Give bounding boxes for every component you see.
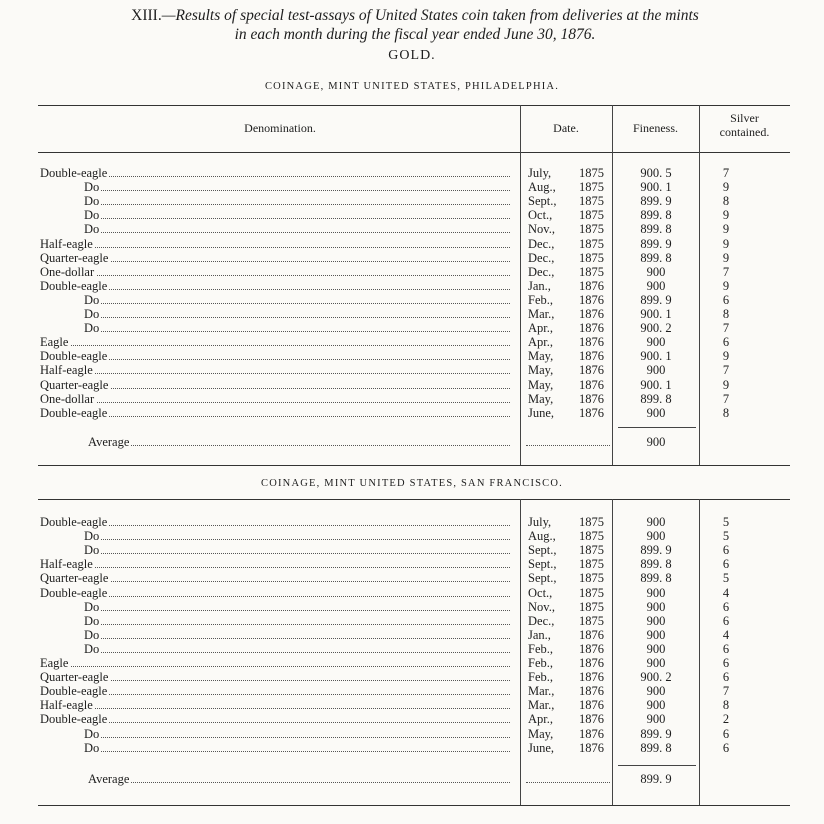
date-year: 1876 <box>579 377 604 392</box>
table-row <box>0 293 824 307</box>
denomination-label: Double-eagle <box>40 585 108 600</box>
date-month: Apr., <box>528 712 553 727</box>
silver-value: 7 <box>722 684 730 699</box>
denomination-label: Double-eagle <box>40 278 108 293</box>
denomination-cell <box>40 529 510 543</box>
denomination-label: Quarter-eagle <box>40 571 109 586</box>
column-header-date: Date. <box>553 121 579 135</box>
denomination-cell <box>40 741 510 755</box>
denomination-label: Do <box>40 628 101 642</box>
fineness-value: 899. 8 <box>640 571 672 586</box>
denomination-label: Eagle <box>40 335 69 350</box>
silver-value: 5 <box>722 515 730 529</box>
date-year: 1876 <box>579 712 604 727</box>
silver-value: 5 <box>722 529 730 544</box>
denomination-cell <box>40 363 510 377</box>
date-year: 1875 <box>579 613 604 628</box>
denomination-cell <box>40 194 510 208</box>
denomination-cell <box>40 251 510 265</box>
fineness-value: 900 <box>646 585 666 600</box>
denomination-cell <box>40 656 510 670</box>
date-year: 1876 <box>579 684 604 699</box>
silver-value: 6 <box>722 641 730 656</box>
denomination-label: Half-eagle <box>40 236 93 251</box>
date-month: Dec., <box>528 613 555 628</box>
denomination-cell <box>40 684 510 698</box>
silver-value: 9 <box>722 377 730 392</box>
table-row <box>0 265 824 279</box>
fineness-value: 900 <box>646 405 666 420</box>
table-row <box>0 363 824 377</box>
column-header-silver <box>699 111 790 139</box>
denomination-label: Do <box>40 543 101 557</box>
date-month: Oct., <box>528 208 553 223</box>
denomination-label: Quarter-eagle <box>40 250 109 265</box>
table-row <box>0 515 824 529</box>
silver-value: 7 <box>722 391 730 406</box>
silver-value: 6 <box>722 543 730 558</box>
silver-value: 4 <box>722 627 730 642</box>
silver-header-line-2: contained. <box>719 125 770 139</box>
silver-value: 6 <box>722 656 730 670</box>
date-month: July, <box>528 166 552 180</box>
date-year: 1875 <box>579 585 604 600</box>
fineness-value: 900 <box>646 613 666 628</box>
date-month: Apr., <box>528 321 553 336</box>
average-date-leader <box>526 435 610 446</box>
date-year: 1876 <box>579 698 604 713</box>
denomination-cell <box>40 392 510 406</box>
average-label: Average <box>88 772 130 786</box>
date-month: Nov., <box>528 599 555 614</box>
fineness-value: 899. 9 <box>640 236 672 251</box>
denomination-cell <box>40 279 510 293</box>
denomination-cell <box>40 180 510 194</box>
fineness-value: 900. 1 <box>640 180 672 195</box>
denomination-cell <box>40 406 510 420</box>
table-row <box>0 698 824 712</box>
date-year: 1876 <box>579 405 604 420</box>
fineness-value: 899. 9 <box>640 726 672 741</box>
table-row <box>0 642 824 656</box>
date-month: Mar., <box>528 698 555 713</box>
denomination-label: Do <box>40 307 101 321</box>
denomination-label: Do <box>40 727 101 741</box>
fineness-value: 899. 8 <box>640 222 672 237</box>
fineness-value: 900 <box>646 278 666 293</box>
fineness-value: 900 <box>646 515 666 529</box>
table-row <box>0 222 824 236</box>
date-month: June, <box>528 740 555 755</box>
date-month: Nov., <box>528 222 555 237</box>
date-year: 1876 <box>579 278 604 293</box>
silver-value: 7 <box>722 264 730 279</box>
fineness-value: 900. 2 <box>640 670 672 685</box>
average-row-san-francisco <box>0 772 824 786</box>
denomination-label: One-dollar <box>40 391 95 406</box>
denomination-label: Do <box>40 741 101 755</box>
denomination-label: Do <box>40 180 101 194</box>
date-year: 1875 <box>579 543 604 558</box>
table-bottom-rule <box>38 805 790 806</box>
silver-value: 9 <box>722 236 730 251</box>
date-month: Mar., <box>528 684 555 699</box>
denomination-cell <box>40 557 510 571</box>
fineness-value: 900. 1 <box>640 349 672 364</box>
fineness-value: 899. 8 <box>640 740 672 755</box>
silver-value: 4 <box>722 585 730 600</box>
denomination-cell <box>40 335 510 349</box>
table-row <box>0 712 824 726</box>
date-month: Sept., <box>528 543 557 558</box>
date-year: 1875 <box>579 250 604 265</box>
title-text-1: —Results of special test-assays of United States coin taken from deliveries at the mints <box>161 7 699 24</box>
denomination-label: Half-eagle <box>40 363 93 378</box>
date-month: May, <box>528 726 554 741</box>
fineness-value: 900. 5 <box>640 166 672 180</box>
table-row <box>0 349 824 363</box>
silver-value: 8 <box>722 405 730 420</box>
silver-value: 8 <box>722 307 730 321</box>
silver-value: 7 <box>722 321 730 336</box>
date-month: Dec., <box>528 236 555 251</box>
table-row <box>0 586 824 600</box>
section-divider-rule <box>38 465 790 466</box>
date-month: Oct., <box>528 585 553 600</box>
table-row <box>0 684 824 698</box>
denomination-label: Do <box>40 208 101 222</box>
denomination-cell <box>40 727 510 741</box>
table-row <box>0 335 824 349</box>
fineness-value: 900 <box>646 684 666 699</box>
table-row <box>0 208 824 222</box>
fineness-value: 900 <box>646 335 666 350</box>
denomination-label: Do <box>40 614 101 628</box>
denomination-cell <box>40 237 510 251</box>
denomination-label: Do <box>40 222 101 236</box>
fineness-value: 900 <box>646 712 666 727</box>
denomination-cell <box>40 222 510 236</box>
fineness-value: 900 <box>646 529 666 544</box>
table-row <box>0 543 824 557</box>
fineness-value: 899. 9 <box>640 543 672 558</box>
average-rule-san-francisco <box>618 765 696 766</box>
fineness-value: 900 <box>646 698 666 713</box>
denomination-cell <box>40 698 510 712</box>
column-header-fineness: Fineness. <box>633 121 678 135</box>
table-row <box>0 392 824 406</box>
fineness-value: 900 <box>646 599 666 614</box>
denomination-label: Double-eagle <box>40 515 108 529</box>
table-number: XIII. <box>131 7 162 24</box>
denomination-label: Double-eagle <box>40 166 108 180</box>
date-month: Jan., <box>528 627 551 642</box>
date-year: 1876 <box>579 656 604 670</box>
date-year: 1876 <box>579 391 604 406</box>
date-year: 1875 <box>579 529 604 544</box>
date-year: 1875 <box>579 236 604 251</box>
header-bottom-rule <box>38 152 790 153</box>
date-month: Dec., <box>528 250 555 265</box>
denomination-label: Double-eagle <box>40 405 108 420</box>
date-month: Sept., <box>528 194 557 209</box>
average-date-leader <box>526 772 610 783</box>
table-row <box>0 406 824 420</box>
denomination-label: Do <box>40 600 101 614</box>
date-month: Feb., <box>528 641 553 656</box>
date-year: 1876 <box>579 670 604 685</box>
date-year: 1876 <box>579 627 604 642</box>
table-row <box>0 529 824 543</box>
date-year: 1875 <box>579 599 604 614</box>
silver-value: 5 <box>722 571 730 586</box>
average-label: Average <box>88 435 130 449</box>
silver-value: 9 <box>722 180 730 195</box>
date-year: 1875 <box>579 166 604 180</box>
denomination-cell <box>40 712 510 726</box>
date-month: Dec., <box>528 264 555 279</box>
date-month: Feb., <box>528 656 553 670</box>
date-year: 1875 <box>579 222 604 237</box>
denomination-cell <box>40 642 510 656</box>
silver-value: 9 <box>722 349 730 364</box>
table-row <box>0 166 824 180</box>
date-month: Sept., <box>528 571 557 586</box>
date-year: 1876 <box>579 335 604 350</box>
denomination-cell <box>40 515 510 529</box>
denomination-cell <box>40 628 510 642</box>
fineness-value: 899. 8 <box>640 208 672 223</box>
table-row <box>0 600 824 614</box>
table-row <box>0 237 824 251</box>
table-row <box>0 279 824 293</box>
silver-value: 2 <box>722 712 730 727</box>
denomination-label: Half-eagle <box>40 557 93 572</box>
silver-header-line-1: Silver <box>730 111 759 125</box>
silver-value: 6 <box>722 670 730 685</box>
denomination-label: Eagle <box>40 656 69 670</box>
table-row <box>0 557 824 571</box>
table-row <box>0 307 824 321</box>
date-year: 1876 <box>579 321 604 336</box>
denomination-cell <box>40 265 510 279</box>
table-row <box>0 321 824 335</box>
denomination-label: Quarter-eagle <box>40 377 109 392</box>
fineness-value: 900 <box>646 656 666 670</box>
denomination-cell <box>40 600 510 614</box>
silver-value: 6 <box>722 335 730 350</box>
date-year: 1875 <box>579 515 604 529</box>
denomination-cell <box>40 571 510 585</box>
table-row <box>0 727 824 741</box>
table-row <box>0 628 824 642</box>
title-text-2: in each month during the fiscal year ended June 30, 1876. <box>234 26 596 43</box>
silver-value: 6 <box>722 557 730 572</box>
date-year: 1876 <box>579 292 604 307</box>
average-fineness: 899. 9 <box>640 772 672 786</box>
denomination-cell <box>40 166 510 180</box>
date-year: 1875 <box>579 208 604 223</box>
table-row <box>0 670 824 684</box>
silver-value: 8 <box>722 698 730 713</box>
denomination-cell <box>40 614 510 628</box>
fineness-value: 900 <box>646 627 666 642</box>
denomination-label: One-dollar <box>40 264 95 279</box>
silver-value: 6 <box>722 599 730 614</box>
silver-value: 7 <box>722 363 730 378</box>
fineness-value: 900. 2 <box>640 321 672 336</box>
table-row <box>0 180 824 194</box>
fineness-value: 899. 8 <box>640 557 672 572</box>
fineness-value: 899. 8 <box>640 391 672 406</box>
denomination-label: Do <box>40 529 101 543</box>
denomination-label: Do <box>40 194 101 208</box>
denomination-label: Do <box>40 321 101 335</box>
date-month: Sept., <box>528 557 557 572</box>
table-row <box>0 741 824 755</box>
table-title <box>30 6 800 44</box>
denomination-label: Quarter-eagle <box>40 670 109 685</box>
date-month: Mar., <box>528 307 555 321</box>
date-month: May, <box>528 377 554 392</box>
silver-value: 9 <box>722 250 730 265</box>
silver-value: 9 <box>722 278 730 293</box>
metal-heading: GOLD. <box>388 48 436 63</box>
fineness-value: 900 <box>646 264 666 279</box>
fineness-value: 899. 8 <box>640 250 672 265</box>
denomination-cell <box>40 349 510 363</box>
date-month: May, <box>528 363 554 378</box>
section-top-rule-sf <box>38 499 790 500</box>
date-year: 1875 <box>579 194 604 209</box>
date-month: Feb., <box>528 292 553 307</box>
denomination-cell <box>40 307 510 321</box>
date-year: 1876 <box>579 349 604 364</box>
date-month: Feb., <box>528 670 553 685</box>
fineness-value: 899. 9 <box>640 292 672 307</box>
header-top-rule <box>38 105 790 106</box>
denomination-cell <box>40 586 510 600</box>
silver-value: 8 <box>722 194 730 209</box>
date-year: 1876 <box>579 740 604 755</box>
average-label-cell <box>88 435 510 449</box>
fineness-value: 900 <box>646 363 666 378</box>
denomination-label: Do <box>40 293 101 307</box>
silver-value: 7 <box>722 166 730 180</box>
date-month: Apr., <box>528 335 553 350</box>
denomination-label: Double-eagle <box>40 684 108 699</box>
denomination-cell <box>40 670 510 684</box>
denomination-cell <box>40 293 510 307</box>
date-year: 1875 <box>579 180 604 195</box>
table-row <box>0 571 824 585</box>
date-month: Aug., <box>528 180 556 195</box>
average-rule-philadelphia <box>618 427 696 428</box>
table-row <box>0 614 824 628</box>
table-row <box>0 656 824 670</box>
denomination-cell <box>40 543 510 557</box>
average-row-philadelphia <box>0 435 824 449</box>
date-year: 1875 <box>579 264 604 279</box>
table-row <box>0 194 824 208</box>
date-year: 1875 <box>579 571 604 586</box>
date-month: May, <box>528 349 554 364</box>
date-year: 1876 <box>579 726 604 741</box>
fineness-value: 900. 1 <box>640 377 672 392</box>
denomination-cell <box>40 378 510 392</box>
silver-value: 6 <box>722 726 730 741</box>
fineness-value: 899. 9 <box>640 194 672 209</box>
date-month: Jan., <box>528 278 551 293</box>
denomination-label: Double-eagle <box>40 349 108 364</box>
fineness-value: 900. 1 <box>640 307 672 321</box>
date-month: Aug., <box>528 529 556 544</box>
silver-value: 6 <box>722 740 730 755</box>
date-year: 1876 <box>579 307 604 321</box>
table-row <box>0 378 824 392</box>
silver-value: 9 <box>722 208 730 223</box>
table-row <box>0 251 824 265</box>
denomination-label: Double-eagle <box>40 712 108 727</box>
date-month: July, <box>528 515 552 529</box>
denomination-label: Half-eagle <box>40 698 93 713</box>
section-heading-san-francisco: COINAGE, MINT UNITED STATES, SAN FRANCISCO. <box>261 478 563 489</box>
date-year: 1876 <box>579 363 604 378</box>
silver-value: 6 <box>722 613 730 628</box>
date-month: June, <box>528 405 555 420</box>
silver-value: 9 <box>722 222 730 237</box>
title-line-1 <box>30 6 800 25</box>
date-month: May, <box>528 391 554 406</box>
column-header-denomination: Denomination. <box>244 121 316 135</box>
denomination-cell <box>40 321 510 335</box>
date-year: 1875 <box>579 557 604 572</box>
silver-value: 6 <box>722 292 730 307</box>
denomination-cell <box>40 208 510 222</box>
denomination-label: Do <box>40 642 101 656</box>
average-label-cell <box>88 772 510 786</box>
date-year: 1876 <box>579 641 604 656</box>
fineness-value: 900 <box>646 641 666 656</box>
average-fineness: 900 <box>646 435 666 449</box>
section-heading-philadelphia: COINAGE, MINT UNITED STATES, PHILADELPHIA. <box>264 81 560 92</box>
